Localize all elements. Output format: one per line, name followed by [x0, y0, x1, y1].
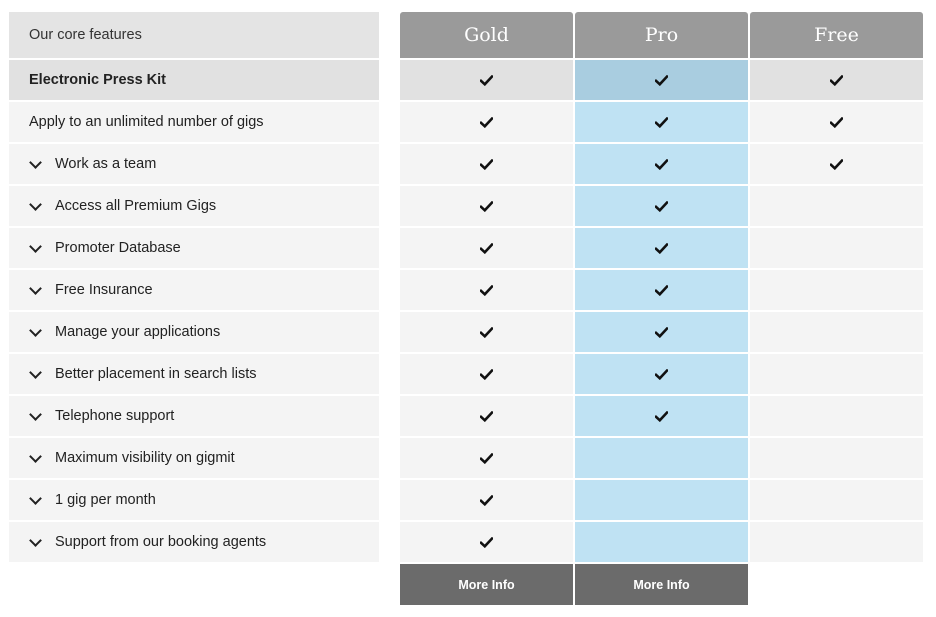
check-icon [480, 453, 493, 464]
cell-free [750, 354, 923, 394]
cell-gold [400, 102, 573, 142]
cell-gold [400, 60, 573, 100]
cell-pro [575, 228, 748, 268]
cell-free [750, 186, 923, 226]
cell-free [750, 438, 923, 478]
cell-free [750, 312, 923, 352]
chevron-down-icon[interactable] [29, 366, 42, 379]
cell-gold [400, 396, 573, 436]
feature-row-label[interactable] [9, 144, 379, 184]
feature-label: Work as a team [55, 156, 157, 172]
check-icon [480, 159, 493, 170]
cell-pro [575, 396, 748, 436]
chevron-down-icon[interactable] [29, 198, 42, 211]
feature-label: Access all Premium Gigs [55, 198, 217, 214]
cell-gold [400, 438, 573, 478]
core-features-header: Our core features [9, 12, 379, 58]
cell-pro [575, 438, 748, 478]
more-info-button-gold[interactable]: More Info [400, 564, 573, 605]
chevron-down-icon[interactable] [29, 408, 42, 421]
cell-free [750, 102, 923, 142]
cell-free [750, 144, 923, 184]
check-icon [655, 369, 668, 380]
feature-row-label[interactable] [9, 270, 379, 310]
feature-row-label [9, 102, 379, 142]
cell-free [750, 522, 923, 562]
cell-free [750, 480, 923, 520]
feature-label: Maximum visibility on gigmit [55, 450, 235, 466]
check-icon [655, 159, 668, 170]
cell-gold [400, 144, 573, 184]
check-icon [830, 75, 843, 86]
chevron-down-icon[interactable] [29, 282, 42, 295]
feature-label: Free Insurance [55, 282, 153, 298]
check-icon [830, 117, 843, 128]
feature-row-label[interactable] [9, 228, 379, 268]
check-icon [480, 201, 493, 212]
cell-gold [400, 270, 573, 310]
cell-free [750, 270, 923, 310]
check-icon [830, 159, 843, 170]
check-icon [655, 285, 668, 296]
feature-label: Electronic Press Kit [29, 72, 166, 88]
cell-free [750, 228, 923, 268]
cell-pro [575, 186, 748, 226]
check-icon [655, 75, 668, 86]
feature-label: Telephone support [55, 408, 175, 424]
feature-label: 1 gig per month [55, 492, 156, 508]
cell-gold [400, 186, 573, 226]
plan-header-free: Free [750, 12, 923, 58]
check-icon [480, 75, 493, 86]
feature-row-label[interactable] [9, 522, 379, 562]
cell-pro [575, 522, 748, 562]
check-icon [480, 243, 493, 254]
check-icon [655, 117, 668, 128]
cell-pro [575, 312, 748, 352]
feature-row-label[interactable] [9, 480, 379, 520]
chevron-down-icon[interactable] [29, 156, 42, 169]
feature-row-label [9, 60, 379, 100]
feature-label: Manage your applications [55, 324, 221, 340]
plan-header-gold: Gold [400, 12, 573, 58]
check-icon [655, 243, 668, 254]
check-icon [480, 117, 493, 128]
cell-gold [400, 480, 573, 520]
cell-pro [575, 60, 748, 100]
feature-row-label[interactable] [9, 438, 379, 478]
pricing-comparison-table [9, 12, 923, 605]
chevron-down-icon[interactable] [29, 240, 42, 253]
chevron-down-icon[interactable] [29, 450, 42, 463]
cell-pro [575, 102, 748, 142]
feature-label: Support from our booking agents [55, 534, 267, 550]
cell-free [750, 60, 923, 100]
cell-pro [575, 354, 748, 394]
cell-free [750, 396, 923, 436]
feature-row-label[interactable] [9, 312, 379, 352]
feature-row-label[interactable] [9, 396, 379, 436]
cell-gold [400, 522, 573, 562]
chevron-down-icon[interactable] [29, 324, 42, 337]
cell-gold [400, 228, 573, 268]
check-icon [480, 495, 493, 506]
check-icon [655, 201, 668, 212]
cell-pro [575, 270, 748, 310]
more-info-button-pro[interactable]: More Info [575, 564, 748, 605]
check-icon [480, 327, 493, 338]
chevron-down-icon[interactable] [29, 492, 42, 505]
plan-header-pro: Pro [575, 12, 748, 58]
cell-gold [400, 312, 573, 352]
check-icon [655, 411, 668, 422]
check-icon [655, 327, 668, 338]
cell-pro [575, 144, 748, 184]
feature-label: Promoter Database [55, 240, 181, 256]
cell-pro [575, 480, 748, 520]
feature-label: Apply to an unlimited number of gigs [29, 114, 264, 130]
check-icon [480, 537, 493, 548]
feature-row-label[interactable] [9, 354, 379, 394]
check-icon [480, 369, 493, 380]
check-icon [480, 411, 493, 422]
feature-row-label[interactable] [9, 186, 379, 226]
feature-label: Better placement in search lists [55, 366, 257, 382]
chevron-down-icon[interactable] [29, 534, 42, 547]
cell-gold [400, 354, 573, 394]
check-icon [480, 285, 493, 296]
